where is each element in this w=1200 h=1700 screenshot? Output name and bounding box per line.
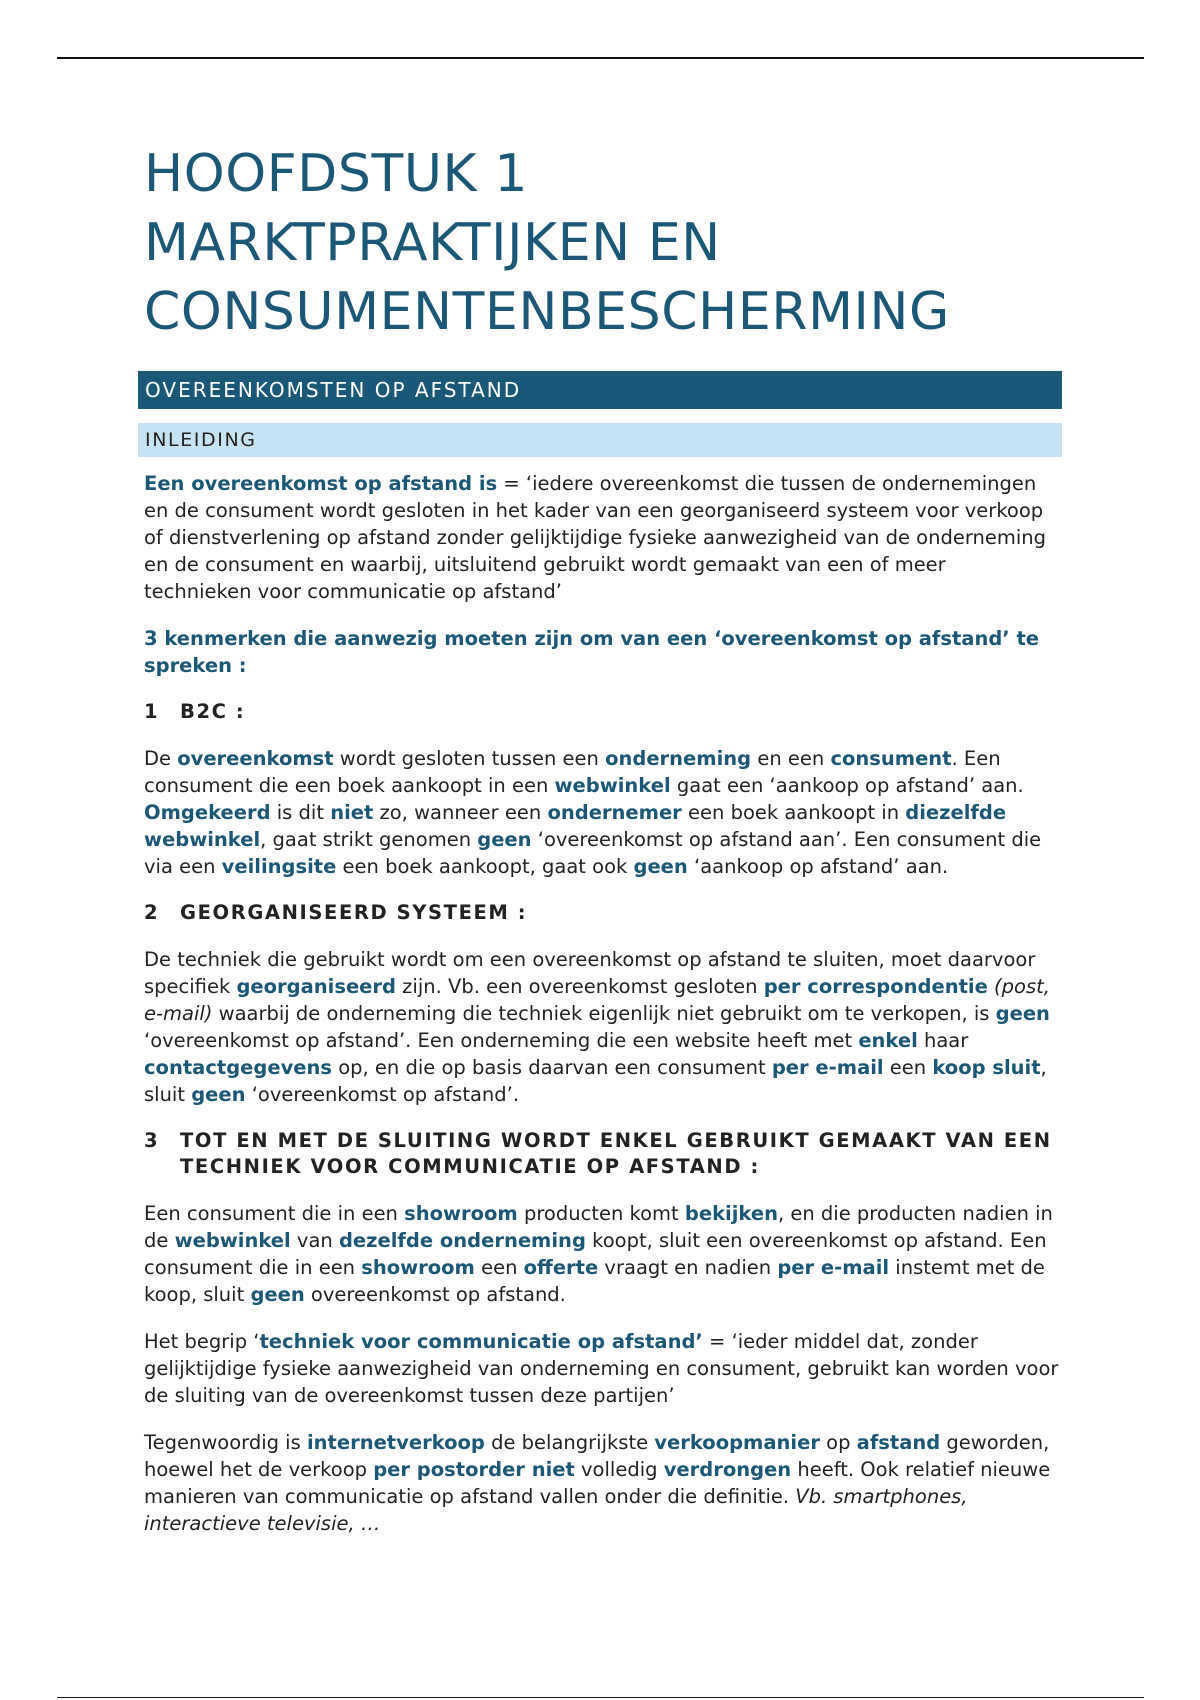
internet-sales-paragraph: Tegenwoordig is internetverkoop de belangrijkste verkoopmanier op afstand geworden, hoewel het de verkoop per postorder niet volledig verdrongen heeft. Ook relatief nieuwe manieren van communicatie op afstand vallen onder die definitie. Vb. smartphones, interactieve televisie, … [144, 1431, 1051, 1535]
definition-paragraph [144, 470, 1059, 605]
characteristic-2-paragraph: De techniek die gebruikt wordt om een overeenkomst op afstand te sluiten, moet daarvoor specifiek georganiseerd zijn. Vb. een overeenkomst gesloten per correspondentie (post, e-mail) waarbij de onderneming die techniek eigenlijk niet gebruikt om te verkopen, is geen ‘overeenkomst op afstand’. Een onderneming die een website heeft met enkel haar contactgegevens op, en die op basis daarvan een consument per e-mail een koop sluit, sluit geen ‘overeenkomst op afstand’. [144, 948, 1050, 1106]
characteristics-lead: 3 kenmerken die aanwezig moeten zijn om van een ‘overeenkomst op afstand’ te spreken : [144, 627, 1040, 677]
bottom-rule [57, 1697, 1144, 1698]
document-body [144, 140, 1059, 1537]
title-line-2: MARKTPRAKTIJKEN EN [144, 213, 721, 273]
characteristic-1-heading: 1 B2C : [144, 700, 246, 723]
definition-text: = ‘iedere overeenkomst die tussen de ondernemingen en de consument wordt gesloten in het kader van een georganiseerd systeem voor verkoop of dienstverlening op afstand zonder gelijktijdige fysieke aanwezigheid van de onderneming en de consument en waarbij, uitsluitend gebruikt wordt gemaakt van een of meer technieken voor communicatie op afstand’ [144, 472, 1047, 603]
characteristic-2-heading: 2 GEORGANISEERD SYSTEEM : [144, 901, 528, 924]
characteristic-3-heading: 3 TOT EN MET DE SLUITING WORDT ENKEL GEBRUIKT GEMAAKT VAN EEN TECHNIEK VOOR COMMUNICATIE OP AFSTAND : [144, 1129, 1052, 1178]
chapter-title [144, 140, 1059, 347]
section-heading: OVEREENKOMSTEN OP AFSTAND [138, 371, 1062, 409]
characteristic-1-paragraph: De overeenkomst wordt gesloten tussen een onderneming en een consument. Een consument die een boek aankoopt in een webwinkel gaat een ‘aankoop op afstand’ aan. Omgekeerd is dit niet zo, wanneer een ondernemer een boek aankoopt in diezelfde webwinkel, gaat strikt genomen geen ‘overeenkomst op afstand aan’. Een consument die via een veilingsite een boek aankoopt, gaat ook geen ‘aankoop op afstand’ aan. [144, 747, 1042, 878]
title-line-3: CONSUMENTENBESCHERMING [144, 282, 950, 342]
subsection-heading: INLEIDING [138, 423, 1062, 457]
title-line-1: HOOFDSTUK 1 [144, 144, 529, 204]
technique-definition-paragraph: Het begrip ‘techniek voor communicatie op afstand’ = ‘ieder middel dat, zonder gelijktijdige fysieke aanwezigheid van onderneming en consument, gebruikt kan worden voor de sluiting van de overeenkomst tussen deze partijen’ [144, 1330, 1059, 1407]
definition-term: Een overeenkomst op afstand is [144, 472, 498, 495]
top-rule [57, 57, 1144, 59]
characteristic-3-paragraph: Een consument die in een showroom producten komt bekijken, en die producten nadien in de webwinkel van dezelfde onderneming koopt, sluit een overeenkomst op afstand. Een consument die in een showroom een offerte vraagt en nadien per e-mail instemt met de koop, sluit geen overeenkomst op afstand. [144, 1202, 1053, 1306]
